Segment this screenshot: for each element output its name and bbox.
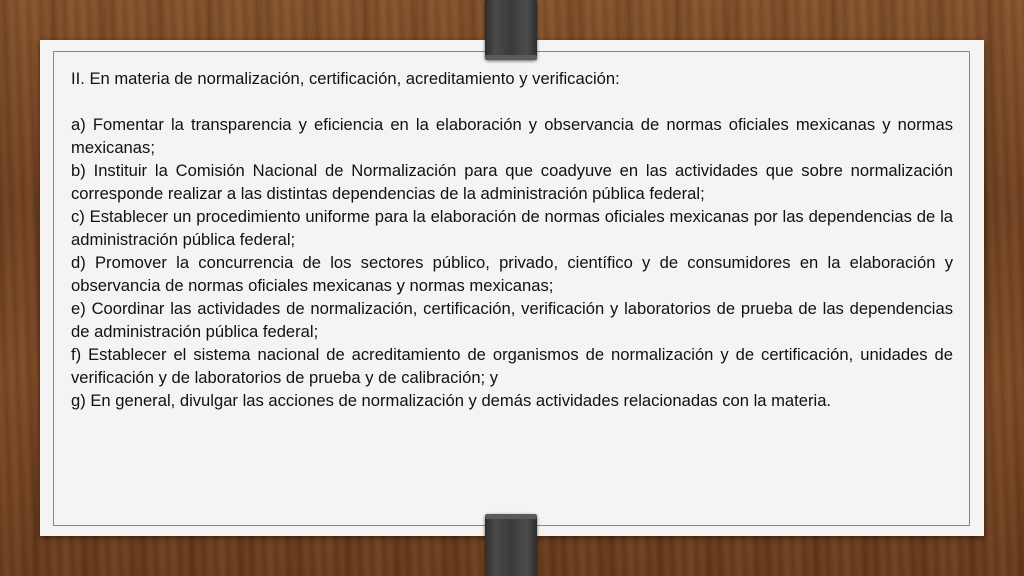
document-body xyxy=(71,67,953,412)
list-item-f: f) Establecer el sistema nacional de acreditamiento de organismos de normalización y de certificación, unidades de verificación y de laboratorios de prueba y de calibración; y xyxy=(71,345,953,387)
list-item-d: d) Promover la concurrencia de los sectores público, privado, científico y de consumidores en la elaboración y observancia de normas oficiales mexicanas y normas mexicanas; xyxy=(71,253,953,295)
list-item-e: e) Coordinar las actividades de normalización, certificación, verificación y laboratorios de prueba de las dependencias de administración pública federal; xyxy=(71,299,953,341)
bottom-binder-clip xyxy=(485,514,537,576)
section-heading: II. En materia de normalización, certificación, acreditamiento y verificación: xyxy=(71,69,620,88)
list-item-c: c) Establecer un procedimiento uniforme para la elaboración de normas oficiales mexicanas por las dependencias de la administración pública federal; xyxy=(71,207,953,249)
list-item-b: b) Instituir la Comisión Nacional de Normalización para que coadyuve en las actividades que sobre normalización corresponde realizar a las distintas dependencias de la administración pública federal; xyxy=(71,161,953,203)
list-item-a: a) Fomentar la transparencia y eficiencia en la elaboración y observancia de normas oficiales mexicanas y normas mexicanas; xyxy=(71,115,953,157)
top-binder-clip xyxy=(485,0,537,60)
list-item-g: g) En general, divulgar las acciones de normalización y demás actividades relacionadas con la materia. xyxy=(71,391,832,410)
